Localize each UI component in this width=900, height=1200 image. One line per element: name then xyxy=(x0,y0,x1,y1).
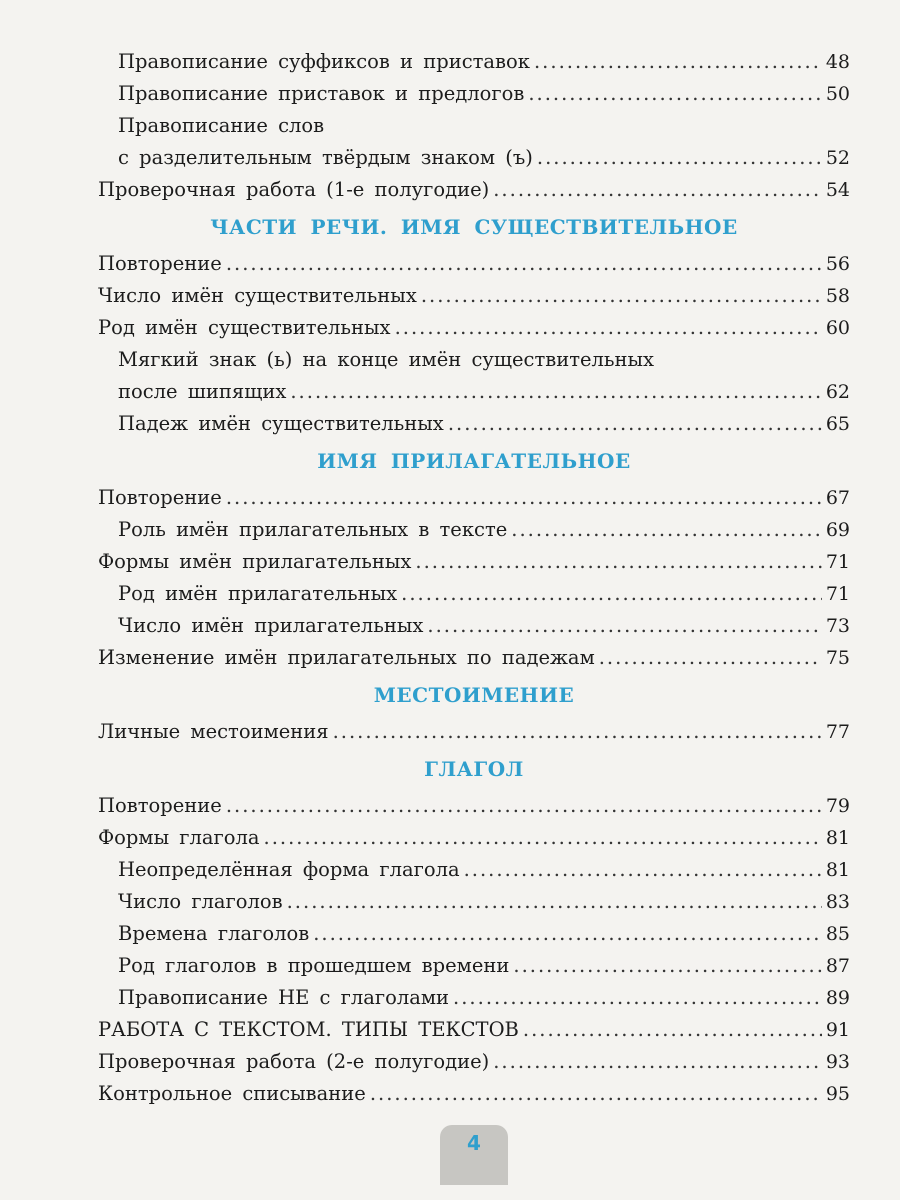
leader-dots xyxy=(528,78,822,110)
toc-entry-page: 65 xyxy=(825,413,850,435)
leader-dots xyxy=(226,248,822,280)
toc-entry[interactable] xyxy=(98,482,850,514)
toc-entry[interactable] xyxy=(98,46,850,78)
leader-dots xyxy=(511,514,822,546)
toc-entry[interactable] xyxy=(98,610,850,642)
leader-dots xyxy=(333,716,822,748)
toc-entry-title: после шипящих xyxy=(118,380,287,403)
leader-dots xyxy=(537,142,822,174)
toc-entry-page: 67 xyxy=(825,487,850,509)
leader-dots xyxy=(421,280,822,312)
toc-entry[interactable] xyxy=(98,312,850,344)
toc-entry-page: 60 xyxy=(825,317,850,339)
leader-dots xyxy=(464,854,822,886)
toc-entry[interactable] xyxy=(98,790,850,822)
toc-entry[interactable] xyxy=(98,982,850,1014)
toc-entry-title: Число глаголов xyxy=(118,890,283,913)
toc-group-verbs xyxy=(98,790,850,1110)
toc-entry-page: 71 xyxy=(825,551,850,573)
leader-dots xyxy=(370,1078,822,1110)
toc-entry-title: Мягкий знак (ь) на конце имён существительных xyxy=(118,348,655,371)
toc-entry[interactable] xyxy=(98,376,850,408)
toc-entry-title: Проверочная работа (1-е полугодие) xyxy=(98,178,490,201)
leader-dots xyxy=(523,1014,822,1046)
toc-group-nouns xyxy=(98,248,850,344)
toc-entry-page: 69 xyxy=(825,519,850,541)
toc-entry-title: Правописание приставок и предлогов xyxy=(118,82,525,105)
toc-entry-title: Правописание НЕ с глаголами xyxy=(118,986,450,1009)
toc-entry-page: 89 xyxy=(825,987,850,1009)
toc-entry-page: 83 xyxy=(825,891,850,913)
toc-entry-title: Неопределённая форма глагола xyxy=(118,858,460,881)
toc-entry-page: 87 xyxy=(825,955,850,977)
toc-entry[interactable] xyxy=(98,918,850,950)
toc-entry-page: 91 xyxy=(825,1019,850,1041)
toc-entry-title: Формы имён прилагательных xyxy=(98,550,412,573)
toc-entry-multiline-line1 xyxy=(98,110,850,142)
toc-entry-page: 79 xyxy=(825,795,850,817)
toc-entry-title: Контрольное списывание xyxy=(98,1082,366,1105)
toc-entry-title: Род глаголов в прошедшем времени xyxy=(118,954,510,977)
leader-dots xyxy=(534,46,822,78)
toc-entry-title: Правописание суффиксов и приставок xyxy=(118,50,530,73)
toc-entry-title: Повторение xyxy=(98,794,222,817)
toc-entry-multiline-line1 xyxy=(98,344,850,376)
section-heading-verbs: ГЛАГОЛ xyxy=(424,757,524,781)
toc-entry-title: Формы глагола xyxy=(98,826,260,849)
toc-entry[interactable] xyxy=(98,1014,850,1046)
toc-entry-title: Род имён существительных xyxy=(98,316,391,339)
toc-group-pronouns xyxy=(98,716,850,748)
toc-entry-page: 81 xyxy=(825,827,850,849)
toc-entry-title: Число имён прилагательных xyxy=(118,614,424,637)
leader-dots xyxy=(226,790,822,822)
toc-group-spelling xyxy=(98,46,850,110)
toc-entry-page: 95 xyxy=(825,1083,850,1105)
toc-entry-page: 48 xyxy=(825,51,850,73)
toc-entry-page: 50 xyxy=(825,83,850,105)
toc-group-test1 xyxy=(98,174,850,206)
toc-entry-page: 54 xyxy=(825,179,850,201)
toc-entry-page: 52 xyxy=(825,147,850,169)
toc-entry-title: Падеж имён существительных xyxy=(118,412,444,435)
toc-entry-page: 85 xyxy=(825,923,850,945)
toc-entry-title: Проверочная работа (2-е полугодие) xyxy=(98,1050,490,1073)
toc-entry-page: 71 xyxy=(825,583,850,605)
leader-dots xyxy=(599,642,822,674)
leader-dots xyxy=(287,886,822,918)
toc-entry[interactable] xyxy=(98,578,850,610)
leader-dots xyxy=(313,918,822,950)
toc-entry[interactable] xyxy=(98,78,850,110)
section-heading-nouns: ЧАСТИ РЕЧИ. ИМЯ СУЩЕСТВИТЕЛЬНОЕ xyxy=(210,215,738,239)
toc-entry-page: 93 xyxy=(825,1051,850,1073)
toc-entry-title: РАБОТА С ТЕКСТОМ. ТИПЫ ТЕКСТОВ xyxy=(98,1018,519,1041)
toc-entry[interactable] xyxy=(98,950,850,982)
leader-dots xyxy=(395,312,822,344)
toc-entry-page: 62 xyxy=(825,381,850,403)
toc-entry[interactable] xyxy=(98,174,850,206)
toc-entry-title: с разделительным твёрдым знаком (ъ) xyxy=(118,146,533,169)
toc-entry[interactable] xyxy=(98,408,850,440)
toc-entry[interactable] xyxy=(98,1078,850,1110)
toc-entry[interactable] xyxy=(98,886,850,918)
toc-entry[interactable] xyxy=(98,280,850,312)
toc-entry[interactable] xyxy=(98,642,850,674)
leader-dots xyxy=(493,1046,822,1078)
toc-entry[interactable] xyxy=(98,142,850,174)
toc-entry-title: Изменение имён прилагательных по падежам xyxy=(98,646,595,669)
toc-entry-title: Правописание слов xyxy=(118,114,325,137)
toc-entry-title: Повторение xyxy=(98,252,222,275)
page-number-tab xyxy=(440,1125,508,1185)
toc-entry-page: 73 xyxy=(825,615,850,637)
toc-entry[interactable] xyxy=(98,822,850,854)
toc-entry-title: Личные местоимения xyxy=(98,720,329,743)
section-heading-pronouns: МЕСТОИМЕНИЕ xyxy=(373,683,575,707)
toc-entry[interactable] xyxy=(98,248,850,280)
toc-entry[interactable] xyxy=(98,546,850,578)
toc-group-nouns-case xyxy=(98,408,850,440)
leader-dots xyxy=(264,822,822,854)
leader-dots xyxy=(513,950,821,982)
table-of-contents xyxy=(98,46,850,1110)
leader-dots xyxy=(448,408,822,440)
toc-entry-page: 81 xyxy=(825,859,850,881)
toc-entry-title: Роль имён прилагательных в тексте xyxy=(118,518,508,541)
leader-dots xyxy=(226,482,822,514)
toc-entry[interactable] xyxy=(98,716,850,748)
page-number: 4 xyxy=(467,1131,481,1155)
toc-entry[interactable] xyxy=(98,854,850,886)
toc-entry-page: 75 xyxy=(825,647,850,669)
leader-dots xyxy=(493,174,822,206)
toc-entry[interactable] xyxy=(98,514,850,546)
leader-dots xyxy=(415,546,821,578)
section-heading-adjectives: ИМЯ ПРИЛАГАТЕЛЬНОЕ xyxy=(317,449,631,473)
toc-entry-page: 56 xyxy=(825,253,850,275)
toc-entry-page: 58 xyxy=(825,285,850,307)
toc-entry[interactable] xyxy=(98,1046,850,1078)
toc-entry-title: Число имён существительных xyxy=(98,284,417,307)
toc-entry-title: Времена глаголов xyxy=(118,922,310,945)
leader-dots xyxy=(290,376,821,408)
leader-dots xyxy=(401,578,822,610)
toc-entry-title: Род имён прилагательных xyxy=(118,582,398,605)
toc-entry-page: 77 xyxy=(825,721,850,743)
leader-dots xyxy=(427,610,821,642)
leader-dots xyxy=(453,982,822,1014)
toc-entry-title: Повторение xyxy=(98,486,222,509)
toc-group-adjectives xyxy=(98,482,850,674)
